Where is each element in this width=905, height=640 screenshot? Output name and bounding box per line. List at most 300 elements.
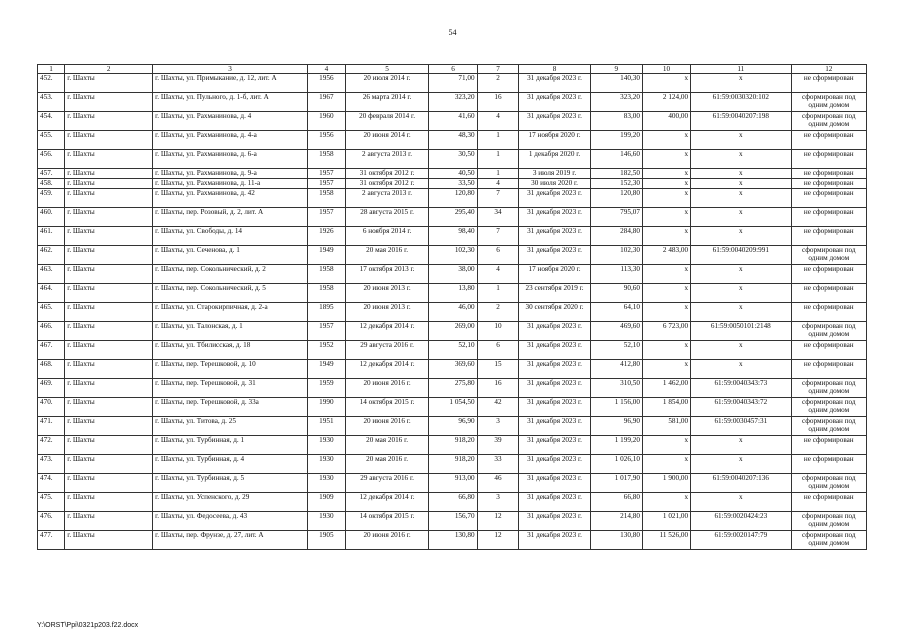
cell-city: г. Шахты: [65, 379, 153, 398]
cell-land-area: 400,00: [642, 112, 690, 131]
cell-land-status: не сформирован: [791, 150, 866, 169]
cell-year-built: 1956: [308, 131, 346, 150]
cell-deadline: 30 июля 2020 г.: [519, 179, 590, 189]
cell-land-area: x: [642, 189, 690, 208]
cell-row-number: 455.: [38, 131, 65, 150]
cell-year-built: 1957: [308, 179, 346, 189]
cell-year-built: 1895: [308, 303, 346, 322]
cell-residents: 3: [477, 493, 519, 512]
column-header: 6: [429, 65, 477, 74]
cell-address: г. Шахты, ул. Свободы, д. 14: [153, 227, 308, 246]
cell-deadline: 31 декабря 2023 г.: [519, 93, 590, 112]
cell-deadline: 3 июля 2019 г.: [519, 169, 590, 179]
cell-area: 120,80: [429, 189, 477, 208]
cell-cadastral-number: 61:59:0040209:991: [691, 246, 791, 265]
cell-city: г. Шахты: [65, 512, 153, 531]
cell-inspection-date: 20 июня 2014 г.: [345, 131, 429, 150]
table-row: [38, 303, 867, 322]
cell-deadline: 31 декабря 2023 г.: [519, 322, 590, 341]
cell-area: 48,30: [429, 131, 477, 150]
cell-address: г. Шахты, ул. Турбинная, д. 1: [153, 436, 308, 455]
cell-inspection-date: 20 июля 2014 г.: [345, 74, 429, 93]
cell-area: 156,70: [429, 512, 477, 531]
cell-inspection-date: 2 августа 2013 г.: [345, 150, 429, 169]
cell-address: г. Шахты, ул. Тбилисская, д. 18: [153, 341, 308, 360]
cell-residents: 6: [477, 246, 519, 265]
cell-land-status: не сформирован: [791, 303, 866, 322]
cell-residents: 1: [477, 131, 519, 150]
cell-residents: 42: [477, 398, 519, 417]
cell-inspection-date: 12 декабря 2014 г.: [345, 322, 429, 341]
cell-deadline: 31 декабря 2023 г.: [519, 398, 590, 417]
cell-address: г. Шахты, ул. Турбинная, д. 4: [153, 455, 308, 474]
table-row: [38, 417, 867, 436]
table-row: [38, 398, 867, 417]
cell-total-area: 1 199,20: [590, 436, 642, 455]
cell-address: г. Шахты, ул. Сеченова, д. 1: [153, 246, 308, 265]
cell-cadastral-number: 61:59:0050101:2148: [691, 322, 791, 341]
cell-address: г. Шахты, ул. Рахманинова, д. 9-а: [153, 169, 308, 179]
table-row: [38, 531, 867, 550]
cell-total-area: 90,60: [590, 284, 642, 303]
cell-city: г. Шахты: [65, 417, 153, 436]
cell-area: 46,00: [429, 303, 477, 322]
cell-cadastral-number: x: [691, 436, 791, 455]
cell-total-area: 83,00: [590, 112, 642, 131]
cell-land-area: x: [642, 169, 690, 179]
cell-city: г. Шахты: [65, 284, 153, 303]
cell-total-area: 64,10: [590, 303, 642, 322]
cell-cadastral-number: 61:59:0030320:102: [691, 93, 791, 112]
table-row: [38, 131, 867, 150]
cell-land-status: не сформирован: [791, 131, 866, 150]
cell-residents: 10: [477, 322, 519, 341]
cell-area: 40,50: [429, 169, 477, 179]
cell-deadline: 31 декабря 2023 г.: [519, 360, 590, 379]
cell-land-status: не сформирован: [791, 436, 866, 455]
cell-land-status: сформирован под одним домом: [791, 379, 866, 398]
cell-land-area: x: [642, 455, 690, 474]
cell-deadline: 17 ноября 2020 г.: [519, 131, 590, 150]
cell-year-built: 1949: [308, 246, 346, 265]
cell-total-area: 130,80: [590, 531, 642, 550]
cell-total-area: 182,50: [590, 169, 642, 179]
cell-land-area: 1 462,00: [642, 379, 690, 398]
cell-cadastral-number: x: [691, 74, 791, 93]
cell-address: г. Шахты, пер. Терешковой, д. 31: [153, 379, 308, 398]
cell-address: г. Шахты, ул. Успенского, д. 29: [153, 493, 308, 512]
cell-deadline: 31 декабря 2023 г.: [519, 436, 590, 455]
cell-address: г. Шахты, ул. Талонская, д. 1: [153, 322, 308, 341]
cell-row-number: 470.: [38, 398, 65, 417]
cell-city: г. Шахты: [65, 246, 153, 265]
column-header: 5: [345, 65, 429, 74]
cell-deadline: 31 декабря 2023 г.: [519, 474, 590, 493]
table-row: [38, 455, 867, 474]
cell-area: 38,00: [429, 265, 477, 284]
table-row: [38, 227, 867, 246]
column-header: 10: [642, 65, 690, 74]
cell-row-number: 474.: [38, 474, 65, 493]
cell-cadastral-number: 61:59:0040207:198: [691, 112, 791, 131]
cell-address: г. Шахты, ул. Турбинная, д. 5: [153, 474, 308, 493]
table-row: [38, 265, 867, 284]
cell-land-status: не сформирован: [791, 189, 866, 208]
cell-inspection-date: 20 мая 2016 г.: [345, 455, 429, 474]
cell-total-area: 795,07: [590, 208, 642, 227]
cell-year-built: 1957: [308, 169, 346, 179]
cell-year-built: 1960: [308, 112, 346, 131]
table-row: [38, 208, 867, 227]
cell-land-area: 1 900,00: [642, 474, 690, 493]
cell-land-status: не сформирован: [791, 265, 866, 284]
cell-cadastral-number: 61:59:0040343:73: [691, 379, 791, 398]
cell-year-built: 1959: [308, 379, 346, 398]
cell-total-area: 1 017,90: [590, 474, 642, 493]
cell-address: г. Шахты, пер. Сокольнический, д. 2: [153, 265, 308, 284]
cell-deadline: 31 декабря 2023 г.: [519, 493, 590, 512]
cell-row-number: 466.: [38, 322, 65, 341]
cell-address: г. Шахты, пер. Терешковой, д. 33а: [153, 398, 308, 417]
cell-year-built: 1958: [308, 265, 346, 284]
cell-row-number: 468.: [38, 360, 65, 379]
cell-residents: 3: [477, 417, 519, 436]
cell-deadline: 31 декабря 2023 г.: [519, 227, 590, 246]
cell-year-built: 1926: [308, 227, 346, 246]
table-row: [38, 112, 867, 131]
cell-deadline: 30 сентября 2020 г.: [519, 303, 590, 322]
cell-row-number: 476.: [38, 512, 65, 531]
cell-row-number: 469.: [38, 379, 65, 398]
cell-cadastral-number: x: [691, 189, 791, 208]
cell-land-area: 581,00: [642, 417, 690, 436]
cell-cadastral-number: x: [691, 341, 791, 360]
cell-residents: 2: [477, 303, 519, 322]
cell-year-built: 1957: [308, 322, 346, 341]
table-row: [38, 493, 867, 512]
cell-land-status: сформирован под одним домом: [791, 474, 866, 493]
cell-row-number: 452.: [38, 74, 65, 93]
cell-city: г. Шахты: [65, 322, 153, 341]
column-header: 11: [691, 65, 791, 74]
cell-address: г. Шахты, пер. Фрунзе, д. 27, лит. А: [153, 531, 308, 550]
cell-land-status: сформирован под одним домом: [791, 531, 866, 550]
cell-inspection-date: 31 октября 2012 г.: [345, 169, 429, 179]
cell-row-number: 462.: [38, 246, 65, 265]
cell-land-status: не сформирован: [791, 455, 866, 474]
cell-total-area: 102,30: [590, 246, 642, 265]
cell-row-number: 471.: [38, 417, 65, 436]
table-row: [38, 189, 867, 208]
cell-cadastral-number: x: [691, 265, 791, 284]
cell-inspection-date: 20 июня 2013 г.: [345, 303, 429, 322]
cell-land-status: не сформирован: [791, 227, 866, 246]
cell-inspection-date: 12 декабря 2014 г.: [345, 493, 429, 512]
cell-land-status: не сформирован: [791, 493, 866, 512]
table-row: [38, 150, 867, 169]
cell-land-area: x: [642, 227, 690, 246]
cell-city: г. Шахты: [65, 208, 153, 227]
cell-land-area: x: [642, 131, 690, 150]
cell-deadline: 31 декабря 2023 г.: [519, 512, 590, 531]
cell-deadline: 31 декабря 2023 г.: [519, 208, 590, 227]
cell-deadline: 31 декабря 2023 г.: [519, 189, 590, 208]
file-path-footer: Y:\ORST\Ppi\0321p203.f22.docx: [37, 622, 139, 629]
cell-deadline: 31 декабря 2023 г.: [519, 74, 590, 93]
cell-total-area: 214,80: [590, 512, 642, 531]
cell-residents: 7: [477, 189, 519, 208]
cell-cadastral-number: x: [691, 493, 791, 512]
cell-residents: 12: [477, 531, 519, 550]
cell-total-area: 323,20: [590, 93, 642, 112]
cell-year-built: 1930: [308, 474, 346, 493]
cell-address: г. Шахты, ул. Пульного, д. 1-б, лит. А: [153, 93, 308, 112]
table-row: [38, 379, 867, 398]
cell-year-built: 1958: [308, 150, 346, 169]
cell-deadline: 17 ноября 2020 г.: [519, 265, 590, 284]
cell-area: 41,60: [429, 112, 477, 131]
cell-address: г. Шахты, ул. Старокирпичная, д. 2-а: [153, 303, 308, 322]
cell-land-area: x: [642, 436, 690, 455]
cell-total-area: 52,10: [590, 341, 642, 360]
column-header: 1: [38, 65, 65, 74]
cell-inspection-date: 14 октября 2015 г.: [345, 398, 429, 417]
cell-address: г. Шахты, ул. Рахманинова, д. 6-а: [153, 150, 308, 169]
cell-deadline: 31 декабря 2023 г.: [519, 531, 590, 550]
cell-area: 98,40: [429, 227, 477, 246]
cell-land-status: сформирован под одним домом: [791, 398, 866, 417]
cell-residents: 16: [477, 93, 519, 112]
column-header: 4: [308, 65, 346, 74]
cell-row-number: 460.: [38, 208, 65, 227]
cell-residents: 7: [477, 227, 519, 246]
column-header: 9: [590, 65, 642, 74]
cell-cadastral-number: x: [691, 284, 791, 303]
cell-year-built: 1967: [308, 93, 346, 112]
cell-land-area: x: [642, 265, 690, 284]
cell-land-area: 1 021,00: [642, 512, 690, 531]
cell-row-number: 473.: [38, 455, 65, 474]
cell-total-area: 146,60: [590, 150, 642, 169]
cell-land-area: 2 124,00: [642, 93, 690, 112]
cell-area: 102,30: [429, 246, 477, 265]
cell-row-number: 456.: [38, 150, 65, 169]
cell-land-status: сформирован под одним домом: [791, 512, 866, 531]
cell-residents: 2: [477, 74, 519, 93]
cell-area: 33,50: [429, 179, 477, 189]
cell-total-area: 412,80: [590, 360, 642, 379]
cell-address: г. Шахты, ул. Рахманинова, д. 4: [153, 112, 308, 131]
cell-land-area: 2 483,00: [642, 246, 690, 265]
cell-inspection-date: 2 августа 2013 г.: [345, 189, 429, 208]
cell-cadastral-number: x: [691, 131, 791, 150]
cell-total-area: 310,50: [590, 379, 642, 398]
cell-residents: 1: [477, 284, 519, 303]
cell-city: г. Шахты: [65, 189, 153, 208]
cell-city: г. Шахты: [65, 169, 153, 179]
cell-deadline: 31 декабря 2023 г.: [519, 341, 590, 360]
page-number: 54: [448, 28, 457, 37]
cell-land-status: не сформирован: [791, 360, 866, 379]
cell-deadline: 31 декабря 2023 г.: [519, 455, 590, 474]
cell-row-number: 463.: [38, 265, 65, 284]
cell-row-number: 461.: [38, 227, 65, 246]
cell-residents: 1: [477, 169, 519, 179]
cell-row-number: 457.: [38, 169, 65, 179]
cell-total-area: 199,20: [590, 131, 642, 150]
cell-residents: 16: [477, 379, 519, 398]
cell-area: 130,80: [429, 531, 477, 550]
cell-residents: 6: [477, 341, 519, 360]
cell-year-built: 1905: [308, 531, 346, 550]
cell-address: г. Шахты, ул. Федосеева, д. 43: [153, 512, 308, 531]
cell-residents: 1: [477, 150, 519, 169]
cell-land-area: x: [642, 208, 690, 227]
cell-cadastral-number: 61:59:0020147:79: [691, 531, 791, 550]
cell-inspection-date: 20 июня 2016 г.: [345, 531, 429, 550]
cell-land-area: 6 723,00: [642, 322, 690, 341]
cell-residents: 33: [477, 455, 519, 474]
cell-cadastral-number: 61:59:0030457:31: [691, 417, 791, 436]
cell-inspection-date: 20 июня 2016 г.: [345, 417, 429, 436]
cell-residents: 12: [477, 512, 519, 531]
cell-year-built: 1957: [308, 208, 346, 227]
cell-land-status: не сформирован: [791, 74, 866, 93]
cell-row-number: 459.: [38, 189, 65, 208]
cell-residents: 4: [477, 112, 519, 131]
cell-row-number: 453.: [38, 93, 65, 112]
table-row: [38, 74, 867, 93]
cell-inspection-date: 20 мая 2016 г.: [345, 436, 429, 455]
cell-area: 275,80: [429, 379, 477, 398]
cell-land-area: x: [642, 179, 690, 189]
cell-inspection-date: 6 ноября 2014 г.: [345, 227, 429, 246]
cell-city: г. Шахты: [65, 398, 153, 417]
cell-year-built: 1949: [308, 360, 346, 379]
cell-year-built: 1952: [308, 341, 346, 360]
cell-land-status: сформирован под одним домом: [791, 246, 866, 265]
cell-address: г. Шахты, ул. Титова, д. 25: [153, 417, 308, 436]
cell-cadastral-number: 61:59:0020424:23: [691, 512, 791, 531]
table-row: [38, 436, 867, 455]
cell-address: г. Шахты, ул. Рахманинова, д. 4-а: [153, 131, 308, 150]
table-row: [38, 93, 867, 112]
table-row: [38, 341, 867, 360]
cell-address: г. Шахты, пер. Розовый, д. 2, лит. А: [153, 208, 308, 227]
cell-year-built: 1990: [308, 398, 346, 417]
cell-cadastral-number: x: [691, 303, 791, 322]
cell-land-area: x: [642, 303, 690, 322]
cell-area: 918,20: [429, 455, 477, 474]
table-body: [38, 74, 867, 550]
cell-land-area: x: [642, 360, 690, 379]
cell-area: 269,00: [429, 322, 477, 341]
cell-address: г. Шахты, пер. Сокольнический, д. 5: [153, 284, 308, 303]
table-row: [38, 169, 867, 179]
cell-land-status: сформирован под одним домом: [791, 112, 866, 131]
cell-city: г. Шахты: [65, 227, 153, 246]
cell-total-area: 1 156,00: [590, 398, 642, 417]
cell-deadline: 31 декабря 2023 г.: [519, 379, 590, 398]
cell-land-area: x: [642, 150, 690, 169]
cell-cadastral-number: 61:59:0040343:72: [691, 398, 791, 417]
cell-deadline: 31 декабря 2023 г.: [519, 112, 590, 131]
cell-residents: 39: [477, 436, 519, 455]
cell-residents: 46: [477, 474, 519, 493]
cell-deadline: 31 декабря 2023 г.: [519, 417, 590, 436]
table-row: [38, 360, 867, 379]
cell-land-area: 1 854,00: [642, 398, 690, 417]
cell-inspection-date: 26 марта 2014 г.: [345, 93, 429, 112]
cell-area: 13,80: [429, 284, 477, 303]
table-row: [38, 179, 867, 189]
cell-inspection-date: 31 октября 2012 г.: [345, 179, 429, 189]
cell-year-built: 1930: [308, 436, 346, 455]
cell-residents: 15: [477, 360, 519, 379]
cell-total-area: 469,60: [590, 322, 642, 341]
cell-inspection-date: 29 августа 2016 г.: [345, 341, 429, 360]
cell-city: г. Шахты: [65, 474, 153, 493]
cell-address: г. Шахты, ул. Примыкание, д. 12, лит. А: [153, 74, 308, 93]
cell-year-built: 1930: [308, 455, 346, 474]
cell-year-built: 1909: [308, 493, 346, 512]
cell-deadline: 1 декабря 2020 г.: [519, 150, 590, 169]
table-row: [38, 246, 867, 265]
cell-land-status: не сформирован: [791, 179, 866, 189]
cell-year-built: 1958: [308, 189, 346, 208]
cell-land-status: не сформирован: [791, 284, 866, 303]
cell-cadastral-number: x: [691, 227, 791, 246]
cell-city: г. Шахты: [65, 493, 153, 512]
cell-year-built: 1956: [308, 74, 346, 93]
cell-deadline: 31 декабря 2023 г.: [519, 246, 590, 265]
cell-inspection-date: 20 июня 2016 г.: [345, 379, 429, 398]
cell-deadline: 23 сентября 2019 г.: [519, 284, 590, 303]
cell-address: г. Шахты, ул. Рахманинова, д. 42: [153, 189, 308, 208]
cell-total-area: 152,30: [590, 179, 642, 189]
cell-year-built: 1930: [308, 512, 346, 531]
table-row: [38, 512, 867, 531]
cell-city: г. Шахты: [65, 455, 153, 474]
cell-city: г. Шахты: [65, 436, 153, 455]
cell-area: 1 054,50: [429, 398, 477, 417]
cell-row-number: 458.: [38, 179, 65, 189]
cell-cadastral-number: x: [691, 208, 791, 227]
cell-land-area: x: [642, 341, 690, 360]
cell-area: 369,60: [429, 360, 477, 379]
cell-row-number: 477.: [38, 531, 65, 550]
cell-row-number: 464.: [38, 284, 65, 303]
cell-city: г. Шахты: [65, 131, 153, 150]
cell-total-area: 1 026,10: [590, 455, 642, 474]
cell-row-number: 472.: [38, 436, 65, 455]
column-header: 12: [791, 65, 866, 74]
cell-year-built: 1958: [308, 284, 346, 303]
cell-city: г. Шахты: [65, 74, 153, 93]
cell-land-area: x: [642, 284, 690, 303]
table-row: [38, 474, 867, 493]
cell-area: 913,00: [429, 474, 477, 493]
cell-inspection-date: 12 декабря 2014 г.: [345, 360, 429, 379]
cell-city: г. Шахты: [65, 303, 153, 322]
cell-inspection-date: 20 июня 2013 г.: [345, 284, 429, 303]
cell-land-status: не сформирован: [791, 208, 866, 227]
column-header: 3: [153, 65, 308, 74]
cell-total-area: 140,30: [590, 74, 642, 93]
cell-year-built: 1951: [308, 417, 346, 436]
cell-cadastral-number: x: [691, 360, 791, 379]
cell-area: 295,40: [429, 208, 477, 227]
